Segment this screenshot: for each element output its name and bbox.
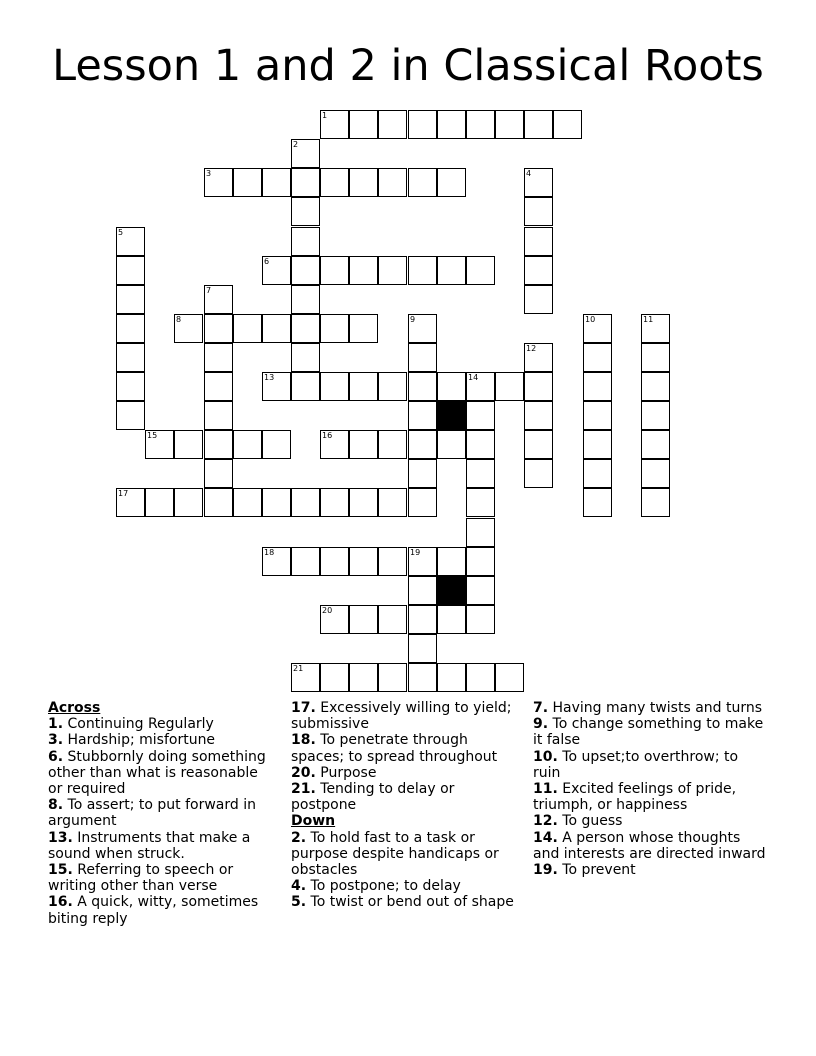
grid-cell[interactable]: [291, 256, 320, 285]
grid-cell[interactable]: [437, 256, 466, 285]
grid-cell[interactable]: [291, 547, 320, 576]
down-clue: [291, 878, 516, 894]
grid-cell[interactable]: [291, 227, 320, 256]
clue-number: 5: [118, 228, 124, 237]
clue-text: Continuing Regularly: [67, 716, 214, 733]
page-title: Lesson 1 and 2 in Classical Roots: [52, 41, 764, 91]
grid-cell[interactable]: [524, 227, 553, 256]
grid-cell[interactable]: [262, 488, 291, 517]
grid-cell[interactable]: [437, 605, 466, 634]
down-clue: [533, 700, 768, 716]
down-clue: [291, 830, 516, 879]
clue-number: 12: [526, 344, 537, 353]
grid-cell[interactable]: [408, 110, 437, 139]
grid-cell[interactable]: [641, 430, 670, 459]
clue-number: 15: [147, 431, 158, 440]
clue-text: To guess: [562, 813, 623, 830]
grid-cell[interactable]: [349, 605, 378, 634]
clue-number-label: 21.: [291, 781, 316, 798]
grid-cell[interactable]: [204, 285, 233, 314]
clue-number-label: 14.: [533, 829, 558, 846]
across-clue: [48, 830, 273, 862]
clue-number-label: 9.: [533, 716, 549, 733]
grid-cell[interactable]: [466, 430, 495, 459]
across-clue: [48, 749, 273, 798]
grid-cell[interactable]: [466, 605, 495, 634]
clue-text: Excited feelings of pride, triumph, or happiness: [533, 781, 737, 814]
grid-cell[interactable]: [466, 547, 495, 576]
grid-cell[interactable]: [408, 459, 437, 488]
grid-cell[interactable]: [495, 110, 524, 139]
clue-number-label: 15.: [48, 862, 73, 879]
grid-cell[interactable]: [524, 168, 553, 197]
grid-cell[interactable]: [437, 663, 466, 692]
clue-number-label: 19.: [533, 862, 558, 879]
grid-cell[interactable]: [524, 110, 553, 139]
clues-column-1: [48, 700, 273, 927]
grid-cell[interactable]: [524, 372, 553, 401]
grid-cell[interactable]: [437, 430, 466, 459]
down-clue: [533, 862, 768, 878]
grid-cell[interactable]: [408, 634, 437, 663]
clue-number: 1: [322, 111, 328, 120]
grid-cell[interactable]: [233, 314, 262, 343]
across-clue: [48, 732, 273, 748]
grid-cell[interactable]: [262, 168, 291, 197]
grid-cell[interactable]: [204, 459, 233, 488]
clue-number: 9: [410, 315, 416, 324]
down-clues-part-2: [533, 700, 768, 878]
across-clues-part-1: [48, 716, 273, 927]
grid-cell[interactable]: [291, 488, 320, 517]
grid-cell[interactable]: [320, 663, 349, 692]
grid-cell[interactable]: [466, 401, 495, 430]
grid-cell[interactable]: [524, 430, 553, 459]
clue-text: To postpone; to delay: [310, 878, 461, 895]
clue-text: To hold fast to a task or purpose despite handicaps or obstacles: [291, 829, 499, 879]
grid-cell[interactable]: [145, 430, 174, 459]
across-clue: [291, 765, 516, 781]
grid-cell[interactable]: [466, 576, 495, 605]
grid-cell[interactable]: [466, 459, 495, 488]
clue-number: 13: [264, 373, 275, 382]
grid-cell[interactable]: [291, 314, 320, 343]
grid-cell[interactable]: [466, 488, 495, 517]
grid-cell[interactable]: [204, 401, 233, 430]
grid-cell[interactable]: [349, 372, 378, 401]
grid-cell[interactable]: [116, 401, 145, 430]
down-clue: [533, 749, 768, 781]
across-clue: [48, 797, 273, 829]
grid-cell[interactable]: [320, 168, 349, 197]
clue-number-label: 12.: [533, 813, 558, 830]
grid-cell[interactable]: [349, 314, 378, 343]
clue-number: 21: [293, 664, 304, 673]
clue-number: 14: [468, 373, 479, 382]
across-clue: [48, 862, 273, 894]
clue-number: 17: [118, 489, 129, 498]
grid-cell[interactable]: [233, 168, 262, 197]
clue-text: Instruments that make a sound when struck.: [48, 829, 251, 862]
down-clues-part-1: [291, 830, 516, 911]
grid-cell[interactable]: [583, 343, 612, 372]
grid-cell[interactable]: [145, 488, 174, 517]
black-square: [437, 576, 466, 605]
clue-number-label: 10.: [533, 748, 558, 765]
grid-cell[interactable]: [466, 518, 495, 547]
grid-cell[interactable]: [204, 168, 233, 197]
grid-cell[interactable]: [291, 197, 320, 226]
grid-cell[interactable]: [524, 459, 553, 488]
grid-cell[interactable]: [583, 430, 612, 459]
grid-cell[interactable]: [174, 430, 203, 459]
clue-number: 10: [585, 315, 596, 324]
grid-cell[interactable]: [524, 285, 553, 314]
clue-text: To upset;to overthrow; to ruin: [533, 748, 739, 781]
grid-cell[interactable]: [349, 547, 378, 576]
grid-cell[interactable]: [408, 343, 437, 372]
clue-number-label: 4.: [291, 878, 307, 895]
grid-cell[interactable]: [524, 343, 553, 372]
grid-cell[interactable]: [378, 547, 407, 576]
grid-cell[interactable]: [116, 372, 145, 401]
clue-number: 19: [410, 548, 421, 557]
grid-cell[interactable]: [320, 372, 349, 401]
grid-cell[interactable]: [378, 488, 407, 517]
clue-number-label: 17.: [291, 700, 316, 716]
down-clue: [533, 781, 768, 813]
grid-cell[interactable]: [116, 256, 145, 285]
grid-cell[interactable]: [320, 430, 349, 459]
down-clue: [291, 894, 516, 910]
clue-number-label: 8.: [48, 797, 64, 814]
clue-number: 18: [264, 548, 275, 557]
grid-cell[interactable]: [583, 372, 612, 401]
clue-text: A quick, witty, sometimes biting reply: [48, 894, 259, 927]
grid-cell[interactable]: [291, 372, 320, 401]
grid-cell[interactable]: [378, 168, 407, 197]
clue-number-label: 7.: [533, 700, 549, 716]
clue-number-label: 16.: [48, 894, 73, 911]
grid-cell[interactable]: [349, 168, 378, 197]
down-heading: Down: [291, 813, 336, 830]
grid-cell[interactable]: [262, 372, 291, 401]
clue-text: To penetrate through spaces; to spread throughout: [291, 732, 498, 765]
grid-cell[interactable]: [466, 663, 495, 692]
grid-cell[interactable]: [408, 314, 437, 343]
clue-text: Hardship; misfortune: [67, 732, 216, 749]
grid-cell[interactable]: [204, 343, 233, 372]
across-clue: [291, 700, 516, 732]
grid-cell[interactable]: [174, 488, 203, 517]
grid-cell[interactable]: [408, 401, 437, 430]
clue-number-label: 5.: [291, 894, 307, 911]
clue-text: A person whose thoughts and interests are directed inward: [533, 829, 766, 862]
grid-cell[interactable]: [349, 488, 378, 517]
grid-cell[interactable]: [437, 110, 466, 139]
grid-cell[interactable]: [262, 430, 291, 459]
grid-cell[interactable]: [349, 110, 378, 139]
clue-number: 20: [322, 606, 333, 615]
clue-number-label: 3.: [48, 732, 64, 749]
grid-cell[interactable]: [116, 488, 145, 517]
clue-number: 6: [264, 257, 270, 266]
grid-cell[interactable]: [291, 168, 320, 197]
clue-text: To twist or bend out of shape: [310, 894, 514, 911]
clue-number-label: 20.: [291, 764, 316, 781]
down-clue: [533, 813, 768, 829]
clue-number-label: 6.: [48, 748, 64, 765]
grid-cell[interactable]: [524, 401, 553, 430]
grid-cell[interactable]: [291, 285, 320, 314]
grid-cell[interactable]: [553, 110, 582, 139]
grid-cell[interactable]: [583, 314, 612, 343]
grid-cell[interactable]: [116, 227, 145, 256]
clue-text: To assert; to put forward in argument: [48, 797, 256, 830]
grid-cell[interactable]: [291, 343, 320, 372]
grid-cell[interactable]: [641, 459, 670, 488]
grid-cell[interactable]: [408, 430, 437, 459]
clue-number: 4: [526, 169, 532, 178]
grid-cell[interactable]: [466, 372, 495, 401]
grid-cell[interactable]: [233, 488, 262, 517]
grid-cell[interactable]: [408, 547, 437, 576]
grid-cell[interactable]: [408, 168, 437, 197]
grid-cell[interactable]: [116, 343, 145, 372]
clue-text: To prevent: [562, 862, 636, 879]
grid-cell[interactable]: [408, 663, 437, 692]
grid-cell[interactable]: [524, 197, 553, 226]
grid-cell[interactable]: [233, 430, 262, 459]
grid-cell[interactable]: [641, 488, 670, 517]
grid-cell[interactable]: [320, 605, 349, 634]
grid-cell[interactable]: [262, 256, 291, 285]
grid-cell[interactable]: [349, 256, 378, 285]
down-clue: [533, 830, 768, 862]
grid-cell[interactable]: [378, 372, 407, 401]
across-clue: [291, 732, 516, 764]
grid-cell[interactable]: [320, 256, 349, 285]
clues-column-2: [291, 700, 516, 911]
grid-cell[interactable]: [437, 547, 466, 576]
grid-cell[interactable]: [378, 256, 407, 285]
grid-cell[interactable]: [204, 314, 233, 343]
grid-cell[interactable]: [408, 372, 437, 401]
grid-cell[interactable]: [378, 663, 407, 692]
grid-cell[interactable]: [408, 488, 437, 517]
grid-cell[interactable]: [204, 430, 233, 459]
grid-cell[interactable]: [583, 401, 612, 430]
grid-cell[interactable]: [262, 547, 291, 576]
clue-number-label: 11.: [533, 781, 558, 798]
grid-cell[interactable]: [408, 605, 437, 634]
clue-number: 16: [322, 431, 333, 440]
grid-cell[interactable]: [291, 139, 320, 168]
clue-text: Excessively willing to yield; submissive: [291, 700, 512, 733]
clue-text: Stubbornly doing something other than what is reasonable or required: [48, 748, 266, 798]
grid-cell[interactable]: [495, 663, 524, 692]
grid-cell[interactable]: [204, 372, 233, 401]
clue-number-label: 18.: [291, 732, 316, 749]
grid-cell[interactable]: [524, 256, 553, 285]
grid-cell[interactable]: [378, 110, 407, 139]
clue-number: 3: [206, 169, 212, 178]
grid-cell[interactable]: [437, 372, 466, 401]
clue-number: 7: [206, 286, 212, 295]
grid-cell[interactable]: [583, 488, 612, 517]
grid-cell[interactable]: [116, 285, 145, 314]
grid-cell[interactable]: [378, 605, 407, 634]
across-clue: [48, 894, 273, 926]
grid-cell[interactable]: [320, 314, 349, 343]
grid-cell[interactable]: [641, 401, 670, 430]
grid-cell[interactable]: [466, 256, 495, 285]
clue-number-label: 2.: [291, 829, 307, 846]
grid-cell[interactable]: [349, 663, 378, 692]
grid-cell[interactable]: [437, 168, 466, 197]
clue-text: Tending to delay or postpone: [291, 781, 455, 814]
clue-text: To change something to make it false: [533, 716, 764, 749]
grid-cell[interactable]: [116, 314, 145, 343]
grid-cell[interactable]: [583, 459, 612, 488]
grid-cell[interactable]: [408, 256, 437, 285]
grid-cell[interactable]: [495, 372, 524, 401]
clue-text: Purpose: [320, 764, 377, 781]
across-clue: [291, 781, 516, 813]
grid-cell[interactable]: [174, 314, 203, 343]
clue-number: 11: [643, 315, 654, 324]
grid-cell[interactable]: [378, 430, 407, 459]
grid-cell[interactable]: [408, 576, 437, 605]
clue-text: Having many twists and turns: [552, 700, 763, 716]
clues-column-3: [533, 700, 768, 878]
grid-cell[interactable]: [262, 314, 291, 343]
grid-cell[interactable]: [320, 488, 349, 517]
black-square: [437, 401, 466, 430]
clue-text: Referring to speech or writing other than verse: [48, 862, 234, 895]
grid-cell[interactable]: [291, 663, 320, 692]
clue-number: 8: [176, 315, 182, 324]
down-clue: [533, 716, 768, 748]
clue-number: 2: [293, 140, 299, 149]
grid-cell[interactable]: [641, 314, 670, 343]
grid-cell[interactable]: [641, 372, 670, 401]
clue-number-label: 1.: [48, 716, 64, 733]
grid-cell[interactable]: [320, 110, 349, 139]
clue-number-label: 13.: [48, 829, 73, 846]
grid-cell[interactable]: [349, 430, 378, 459]
grid-cell[interactable]: [320, 547, 349, 576]
grid-cell[interactable]: [641, 343, 670, 372]
across-clues-part-2: [291, 700, 516, 813]
across-heading: Across: [48, 700, 101, 716]
across-clue: [48, 716, 273, 732]
grid-cell[interactable]: [204, 488, 233, 517]
grid-cell[interactable]: [466, 110, 495, 139]
